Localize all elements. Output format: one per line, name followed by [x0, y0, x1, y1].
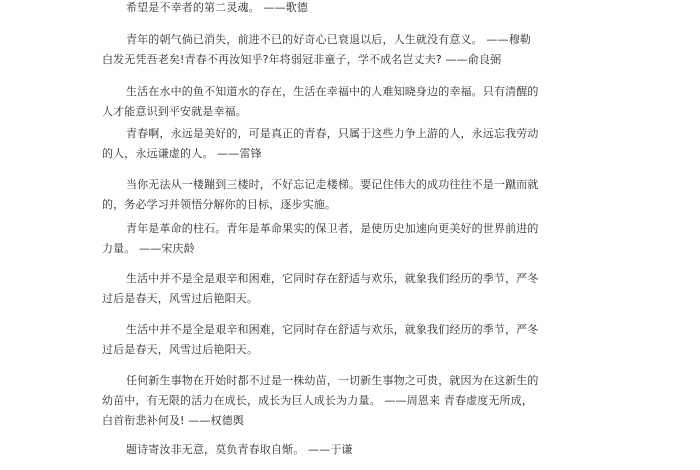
paragraph-10: [102, 440, 602, 460]
paragraph-9: [102, 371, 602, 431]
text-line: 生活在水中的鱼不知道水的存在，生活在幸福中的人难知晓身边的幸福。只有清醒的: [126, 85, 539, 98]
paragraph-7: [102, 269, 602, 309]
paragraph-2: [102, 30, 602, 70]
paragraph-8: [102, 320, 602, 360]
text-line: 白发无凭吾老矣!青春不再汝知乎?年将弱冠非童子，学不成名岂丈夫? ——俞良弼: [102, 53, 502, 66]
paragraph-1: [102, 0, 602, 18]
text-line: 白首衔悲补何及! ——权德舆: [102, 414, 245, 427]
paragraph-5: [102, 175, 602, 215]
paragraph-4: [102, 124, 602, 164]
text-line: 青春啊，永远是美好的，可是真正的青春，只属于这些力争上游的人，永远忘我劳动: [126, 127, 539, 140]
text-line: 过后是春天，风雪过后艳阳天。: [102, 343, 259, 356]
text-line: 力量。 ——宋庆龄: [102, 242, 195, 255]
text-line: 青年是革命的柱石。青年是革命果实的保卫者，是使历史加速向更美好的世界前进的: [126, 222, 539, 235]
text-line: 人才能意识到平安就是幸福。: [102, 105, 247, 118]
text-line: 任何新生事物在开始时都不过是一株幼苗，一切新生事物之可贵，就因为在这新生的: [126, 374, 539, 387]
paragraph-6: [102, 219, 602, 259]
text-line: 希望是不幸者的第二灵魂。 ——歌德: [126, 1, 309, 14]
paragraph-3: [102, 82, 602, 122]
text-line: 生活中并不是全是艰辛和困难，它同时存在舒适与欢乐，就象我们经历的季节，严冬: [126, 323, 539, 336]
text-line: 的，务必学习并领悟分解你的目标，逐步实施。: [102, 198, 337, 211]
text-line: 当你无法从一楼蹦到三楼时，不好忘记走楼梯。要记住伟大的成功往往不是一蹴而就: [126, 178, 539, 191]
text-line: 过后是春天，风雪过后艳阳天。: [102, 292, 259, 305]
text-line: 题诗寄汝非无意，莫负青春取自惭。 ——于谦: [126, 443, 353, 456]
text-line: 幼苗中，有无限的活力在成长，成长为巨人成长为力量。 ——周恩来 青春虚度无所成，: [102, 394, 533, 407]
text-line: 青年的朝气倘已消失，前进不已的好奇心已衰退以后，人生就没有意义。 ——穆勒: [126, 33, 532, 46]
text-line: 的人，永远谦虚的人。 ——雷锋: [102, 147, 262, 160]
text-line: 生活中并不是全是艰辛和困难，它同时存在舒适与欢乐，就象我们经历的季节，严冬: [126, 272, 539, 285]
